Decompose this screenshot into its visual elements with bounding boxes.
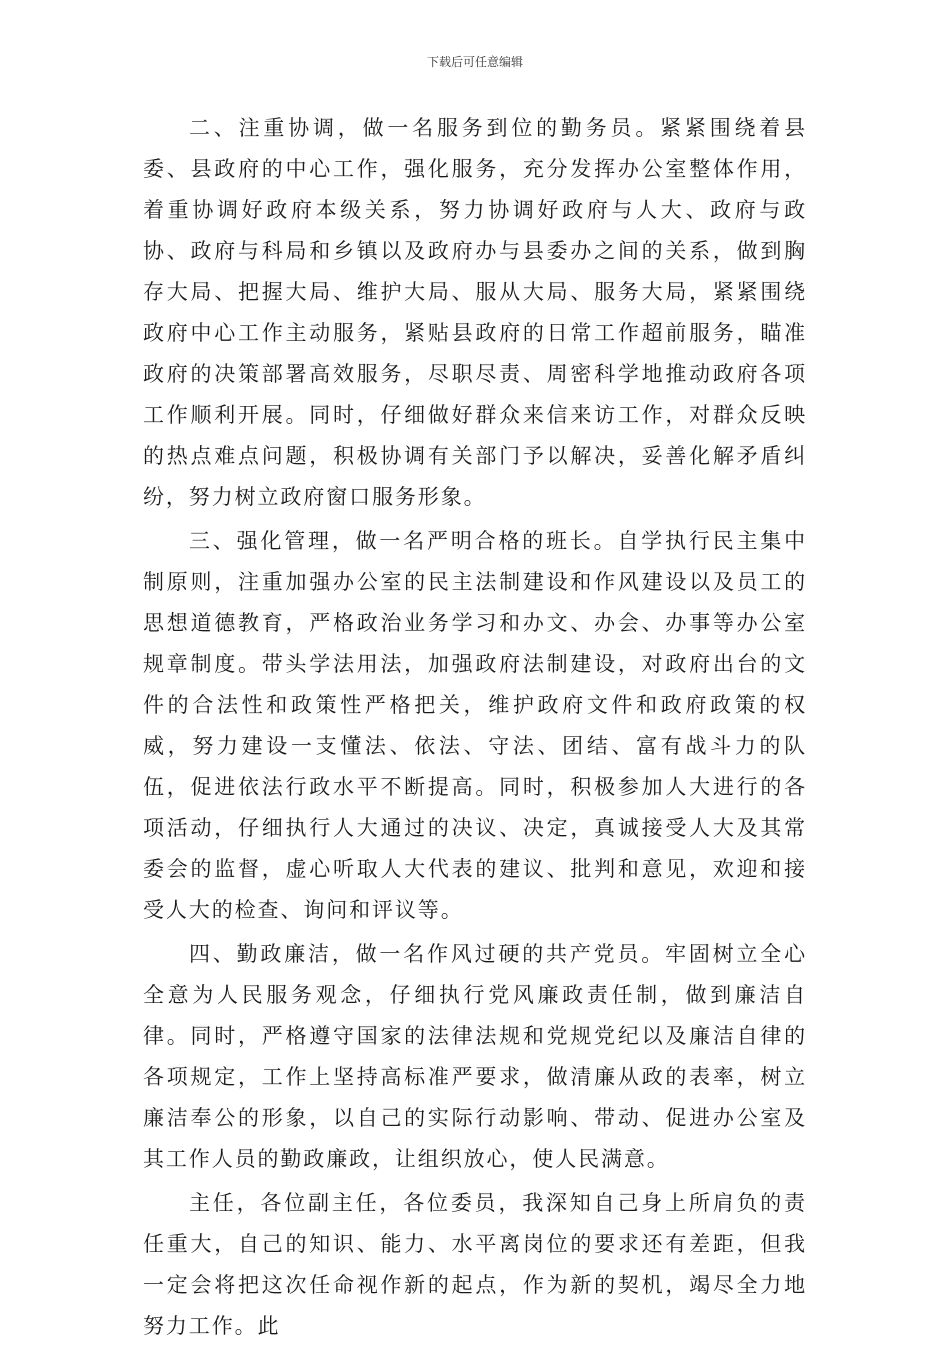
paragraph-coordination: 二、注重协调，做一名服务到位的勤务员。紧紧围绕着县委、县政府的中心工作，强化服务，充分发挥办公室整体作用，着重协调好政府本级关系，努力协调好政府与人大、政府与政协、政府与科局和乡镇以及政府办与县委办之间的关系，做到胸存大局、把握大局、维护大局、服从大局、服务大局，紧紧围绕政府中心工作主动服务，紧贴县政府的日常工作超前服务，瞄准政府的决策部署高效服务，尽职尽责、周密科学地推动政府各项工作顺利开展。同时，仔细做好群众来信来访工作，对群众反映的热点难点问题，积极协调有关部门予以解决，妥善化解矛盾纠纷，努力树立政府窗口服务形象。 [143,116,807,509]
paragraph-management: 三、强化管理，做一名严明合格的班长。自学执行民主集中制原则，注重加强办公室的民主法制建设和作风建设以及员工的思想道德教育，严格政治业务学习和办文、办会、办事等办公室规章制度。带头学法用法，加强政府法制建设，对政府出台的文件的合法性和政策性严格把关，维护政府文件和政府政策的权威，努力建设一支懂法、依法、守法、团结、富有战斗力的队伍，促进依法行政水平不断提高。同时，积极参加人大进行的各项活动，仔细执行人大通过的决议、决定，真诚接受人大及其常委会的监督，虚心听取人大代表的建议、批判和意见，欢迎和接受人大的检查、询问和评议等。 [143,529,807,922]
document-body [143,108,807,1347]
paragraph-integrity: 四、勤政廉洁，做一名作风过硬的共产党员。牢固树立全心全意为人民服务观念，仔细执行党风廉政责任制，做到廉洁自律。同时，严格遵守国家的法律法规和党规党纪以及廉洁自律的各项规定，工作上坚持高标准严要求，做清廉从政的表率，树立廉洁奉公的形象，以自己的实际行动影响、带动、促进办公室及其工作人员的勤政廉政，让组织放心，使人民满意。 [143,942,807,1171]
page-header: 下载后可任意编辑 [426,55,523,69]
paragraph-closing: 主任，各位副主任，各位委员，我深知自己身上所肩负的责任重大，自己的知识、能力、水平离岗位的要求还有差距，但我一定会将把这次任命视作新的起点，作为新的契机，竭尽全力地努力工作。此 [143,1191,807,1338]
